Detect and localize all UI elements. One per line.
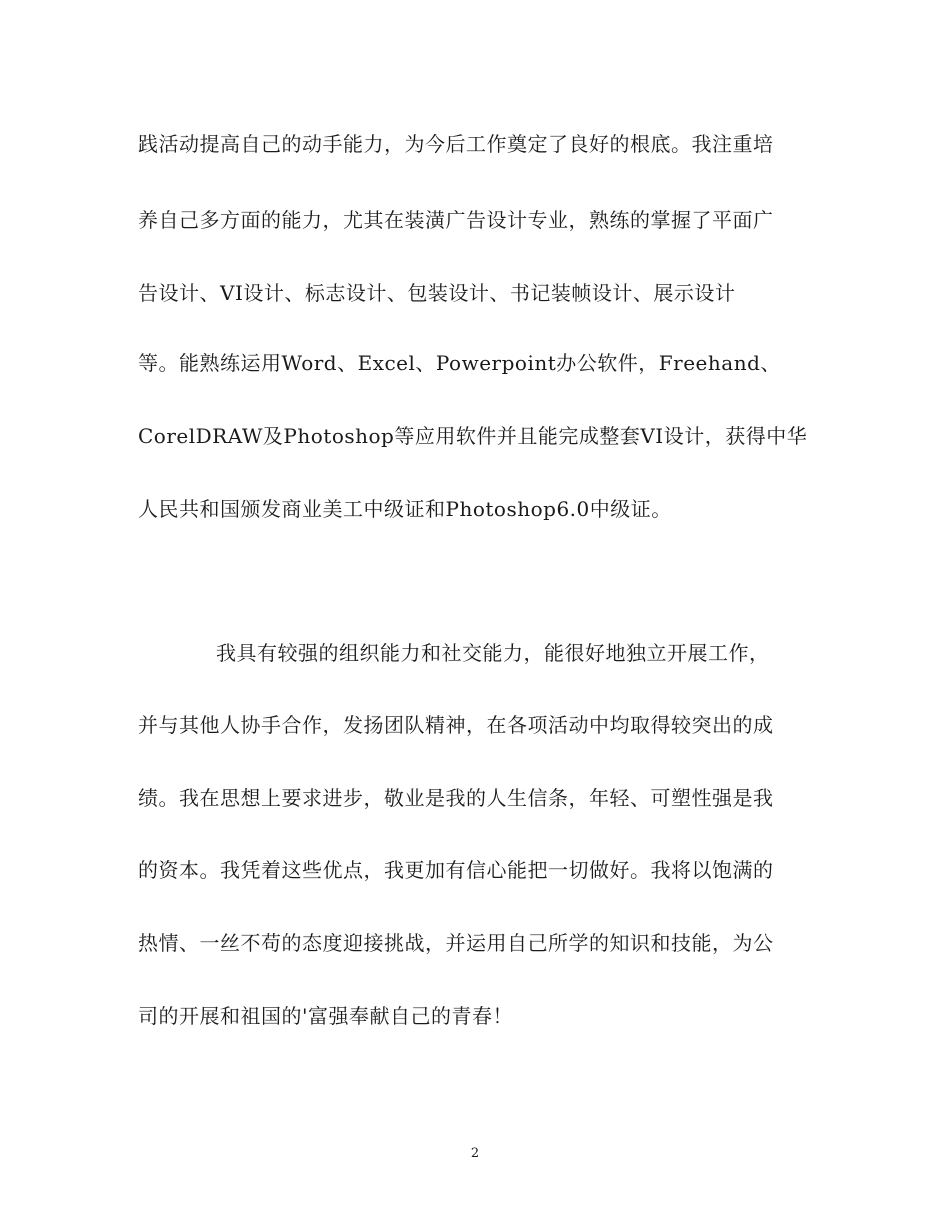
- paragraph-1-line-2: 养自己多方面的能力，尤其在装潢广告设计专业，熟练的掌握了平面广: [138, 208, 774, 232]
- paragraph-2-line-6: 司的开展和祖国的'富强奉献自己的青春！: [138, 1004, 513, 1028]
- paragraph-1-line-1: 践活动提高自己的动手能力，为今后工作奠定了良好的根底。我注重培: [138, 132, 774, 156]
- paragraph-2-line-3: 绩。我在思想上要求进步，敬业是我的人生信条，年轻、可塑性强是我: [138, 786, 774, 810]
- paragraph-2-line-4: 的资本。我凭着这些优点，我更加有信心能把一切做好。我将以饱满的: [138, 858, 774, 882]
- paragraph-1-line-4: 等。能熟练运用Word、Excel、Powerpoint办公软件，Freehand、: [138, 351, 781, 375]
- paragraph-1-line-5: CorelDRAW及Photoshop等应用软件并且能完成整套VI设计，获得中华: [138, 424, 808, 448]
- paragraph-2-line-2: 并与其他人协手合作，发扬团队精神，在各项活动中均取得较突出的成: [138, 713, 774, 737]
- paragraph-2-line-1: 我具有较强的组织能力和社交能力，能很好地独立开展工作，: [216, 641, 770, 665]
- paragraph-2-line-5: 热情、一丝不苟的态度迎接挑战，并运用自己所学的知识和技能，为公: [138, 931, 774, 955]
- paragraph-1-line-6: 人民共和国颁发商业美工中级证和Photoshop6.0中级证。: [138, 497, 672, 521]
- paragraph-1-line-3: 告设计、VI设计、标志设计、包装设计、书记装帧设计、展示设计: [138, 281, 736, 305]
- page-number: 2: [470, 1146, 480, 1161]
